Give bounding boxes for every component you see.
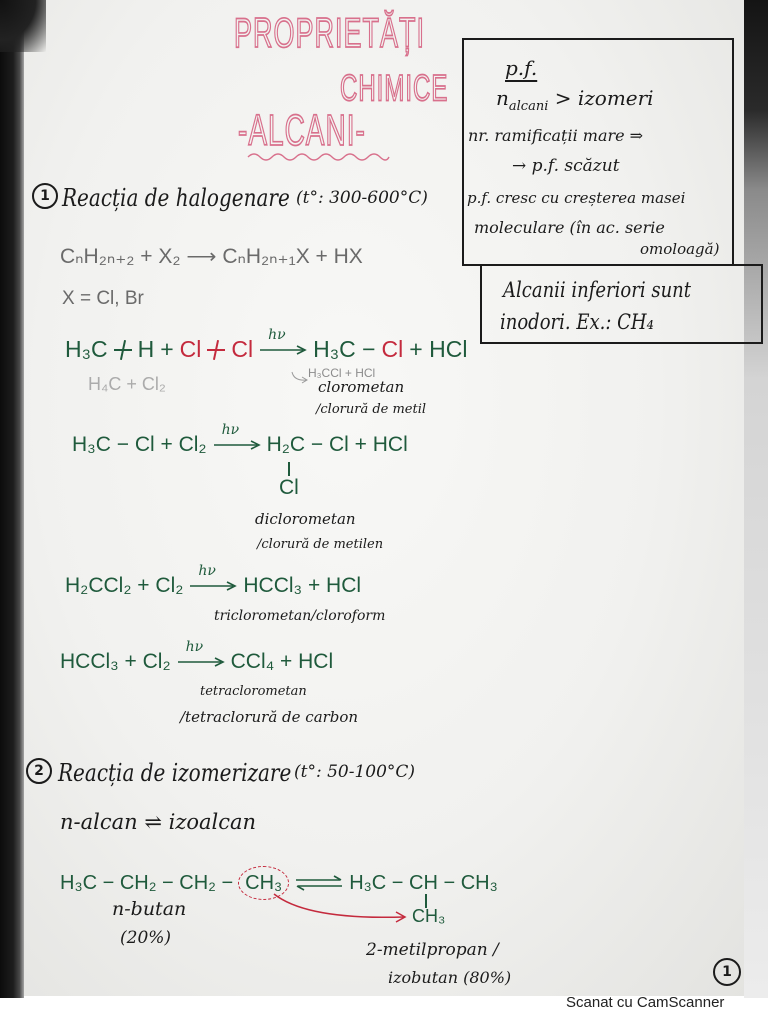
section-1-heading-text: Reacția de halogenare: [62, 183, 290, 212]
title-line-2: CHIMICE: [340, 68, 449, 110]
scan-edge-right: [744, 0, 768, 998]
odor-line-2: [500, 310, 654, 336]
notes-box-mass-3: omoloagă): [640, 240, 720, 258]
light-label: hν: [268, 326, 286, 343]
notes-box-mass-1: p.f. cresc cu creșterea masei: [467, 189, 686, 207]
section-2-heading-text: Reacția de izomerizare: [58, 758, 292, 787]
comparison-n: n: [496, 86, 509, 110]
methyl-migration-arrow-icon: [262, 886, 417, 928]
equation-dichloromethane: [72, 422, 408, 457]
faint-sketch-reactants: H₄C + Cl₂: [88, 374, 166, 394]
step4-products: CCl₄ + HCl: [230, 650, 334, 673]
section-1-heading: [62, 183, 290, 212]
light-reaction-arrow: [259, 326, 307, 356]
section-1-condition: (t°: 300-600°C): [296, 188, 428, 208]
section-2-number: 2: [26, 758, 52, 784]
odor-line-1: [503, 278, 691, 304]
reactant-chlorine-2: Cl: [231, 336, 254, 362]
tetrachloromethane-alt-name: /tetraclorură de carbon: [180, 708, 359, 726]
light-reaction-arrow: [177, 639, 225, 668]
product-methyl: H₃C −: [313, 336, 376, 362]
plus-sign: +: [160, 336, 174, 362]
light-label: hν: [221, 422, 240, 438]
reactant-methyl: H₃C: [65, 336, 108, 362]
odor-line-2-text: inodori. Ex.: CH₄: [500, 310, 654, 336]
n-butane-label: n-butan: [112, 898, 187, 920]
equation-methane-chlorination: [65, 326, 468, 363]
product-chlorine: Cl: [381, 336, 404, 362]
reactant-chlorine-1: Cl: [179, 336, 202, 362]
chloromethane-alt-name: /clorură de metil: [316, 402, 427, 417]
tetrachloromethane-name: tetraclorometan: [200, 684, 307, 699]
section-2-heading: [58, 758, 292, 787]
halogenation-general-equation: CₙH₂ₙ₊₂ + X₂ ⟶ CₙH₂ₙ₊₁X + HX: [60, 245, 363, 268]
scan-edge-left: [0, 0, 24, 998]
page-number: 1: [713, 958, 741, 986]
bond-cleavage-mark-ch: [114, 349, 132, 351]
migrating-methyl-group: CH₃: [238, 866, 289, 900]
scan-corner-shadow: [0, 0, 46, 52]
equation-trichloromethane: [65, 563, 362, 598]
step3-reactants: H₂CCl₂ + Cl₂: [65, 574, 184, 597]
product-hcl: + HCl: [409, 336, 468, 362]
step4-reactants: HCCl₃ + Cl₂: [60, 650, 171, 673]
title-line-1: PROPRIETĂȚI: [234, 10, 426, 57]
arrow-right-icon: [177, 657, 225, 667]
chloromethane-name: clorometan: [318, 378, 405, 396]
dichloromethane-name: diclorometan: [255, 510, 356, 528]
section-1-number: 1: [32, 183, 58, 209]
dichloromethane-alt-name: /clorură de metilen: [257, 537, 384, 552]
step3-products: HCCl₃ + HCl: [243, 574, 362, 597]
reactant-hydrogen: H: [137, 336, 155, 362]
step2-products: H₂C − Cl + HCl: [266, 433, 408, 456]
notes-box-mass-2: moleculare (în ac. serie: [474, 218, 665, 237]
comparison-subscript: alcani: [508, 99, 549, 114]
step2-branch-chlorine: Cl: [279, 476, 299, 499]
notes-box-heading: p.f.: [505, 56, 538, 80]
step2-reactants: H₃C − Cl + Cl₂: [72, 433, 207, 456]
bond-cleavage-mark-clcl: [207, 349, 225, 351]
arrow-right-icon: [259, 345, 307, 355]
light-label: hν: [185, 639, 204, 655]
branch-bond-line: [288, 462, 290, 476]
title-line-3: -ALCANI-: [238, 106, 366, 155]
faint-sketch-products: H₃CCl + HCl: [308, 366, 376, 380]
comparison-rest: > izomeri: [554, 86, 654, 110]
notes-box-branching-2: → p.f. scăzut: [512, 156, 620, 176]
faint-arrow-icon: [290, 370, 310, 384]
arrow-right-icon: [213, 440, 261, 450]
notes-box-comparison: [496, 86, 654, 114]
notes-box-branching-1: nr. ramificații mare ⇒: [468, 126, 644, 145]
light-reaction-arrow: [189, 563, 237, 592]
isobutane-common-name: izobutan (80%): [388, 968, 512, 987]
isomerization-general-equation: n-alcan ⇌ izoalcan: [60, 810, 257, 834]
title-wavy-underline: [246, 150, 391, 164]
trichloromethane-name: triclorometan/cloroform: [214, 608, 386, 624]
scanner-watermark: Scanat cu CamScanner: [566, 994, 725, 1011]
isobutane-chain: H₃C − CH − CH₃: [349, 872, 498, 894]
light-label: hν: [198, 563, 216, 579]
equation-tetrachloromethane: [60, 639, 334, 674]
section-2-condition: (t°: 50-100°C): [294, 762, 416, 782]
arrow-right-icon: [189, 581, 237, 591]
odor-line-1-text: Alcanii inferiori sunt: [503, 278, 691, 304]
n-butane-percent: (20%): [120, 928, 172, 948]
isobutane-iupac-name: 2-metilpropan /: [366, 940, 499, 960]
halogen-definition: X = Cl, Br: [62, 288, 144, 309]
light-reaction-arrow: [213, 422, 261, 451]
isobutane-branch-methyl: CH₃: [412, 906, 446, 926]
butane-chain: H₃C − CH₂ − CH₂ −: [60, 872, 234, 894]
